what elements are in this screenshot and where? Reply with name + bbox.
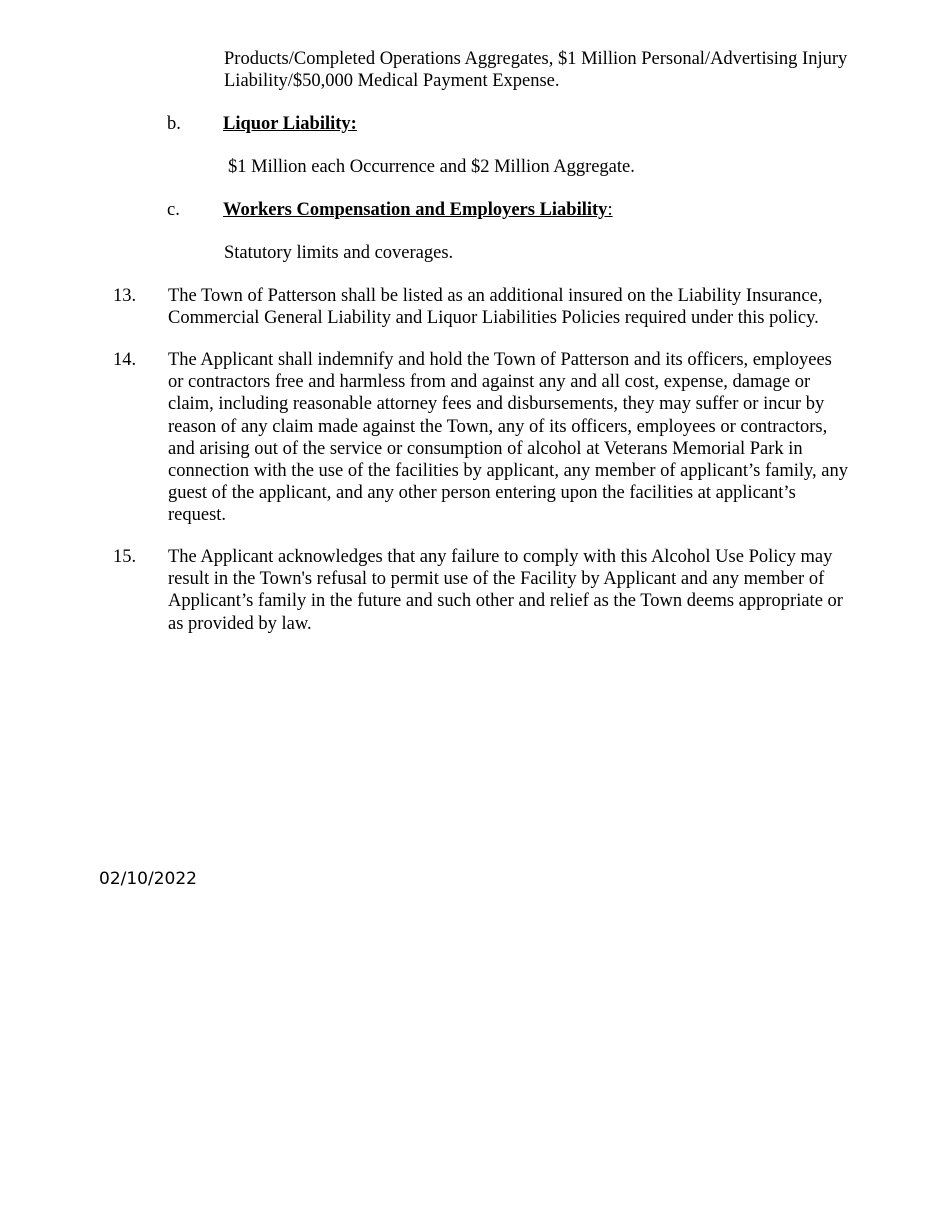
sub-item-b-letter: b. [167, 114, 181, 134]
workers-compensation-heading: Workers Compensation and Employers Liability [223, 200, 608, 220]
heading-colon: : [350, 114, 357, 134]
paragraph-14-text: The Applicant shall indemnify and hold the Town of Patterson and its officers, employees or contractors free and harmless from and against any and all cost, expense, damage or claim, including reasonable attorney fees and disbursements, they may suffer or incur by reason of any claim made against the Town, any of its officers, employees or contractors, and arising out of the service or consumption of alcohol at Veterans Memorial Park in connection with the use of the facilities by applicant, any member of applicant’s family, any guest of the applicant, and any other person entering upon the facilities at applicant’s request. [168, 350, 849, 526]
sub-item-c-letter: c. [167, 200, 180, 220]
paragraph-15-text: The Applicant acknowledges that any failure to comply with this Alcohol Use Policy may result in the Town's refusal to permit use of the Facility by Applicant and any member of Applicant’s family in the future and such other and relief as the Town deems appropriate or as provided by law. [168, 547, 843, 634]
paragraph-15-number: 15. [113, 547, 137, 567]
sub-item-c-body: Statutory limits and coverages. [224, 243, 454, 263]
sub-item-c-heading [223, 199, 613, 221]
sub-item-b-heading [223, 113, 357, 135]
continuation-text: Products/Completed Operations Aggregates, $1 Million Personal/Advertising Injury Liability/$50,000 Medical Payment Expense. [224, 49, 848, 92]
sub-item-b-body: $1 Million each Occurrence and $2 Million Aggregate. [228, 157, 635, 177]
paragraph-13-text: The Town of Patterson shall be listed as an additional insured on the Liability Insurance, Commercial General Liability and Liquor Liabilities Policies required under this policy. [168, 286, 823, 329]
heading-colon: : [607, 200, 613, 220]
paragraph-14-number: 14. [113, 350, 137, 370]
paragraph-13-number: 13. [113, 286, 137, 306]
liquor-liability-heading: Liquor Liability [223, 114, 351, 134]
footer-date: 02/10/2022 [99, 869, 197, 889]
